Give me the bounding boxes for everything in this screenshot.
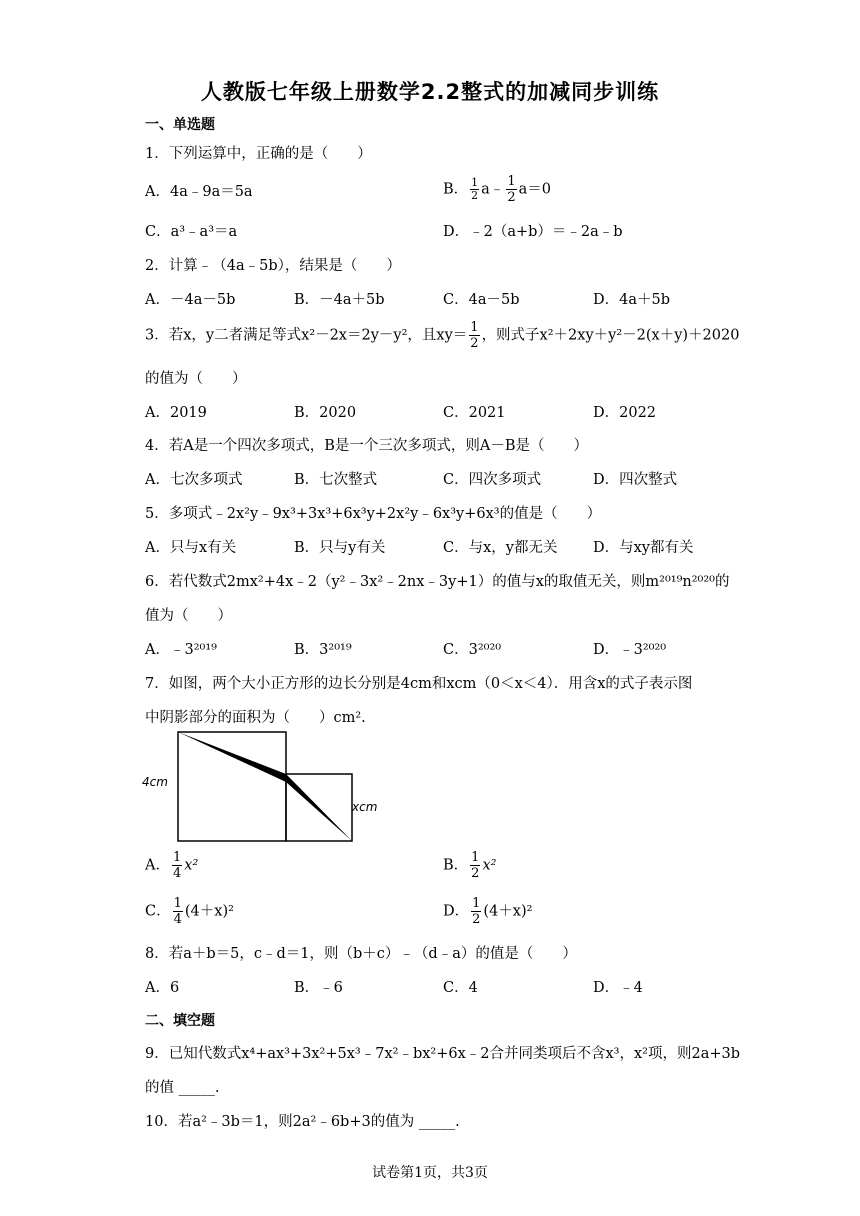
q5-option-b: B．只与y有关	[294, 540, 386, 556]
q1-option-d: D．﹣2（a+b）＝﹣2a﹣b	[443, 224, 623, 240]
q3-stem-line1	[145, 320, 739, 351]
q2-option-c: C．4a－5b	[443, 292, 520, 308]
q1-option-b-suffix: a＝0	[518, 181, 551, 198]
big-square	[178, 732, 286, 841]
q4-option-b: B．七次整式	[294, 472, 378, 488]
q9-stem-line2: 的值 _____.	[145, 1080, 220, 1096]
q4-option-a: A．七次多项式	[145, 472, 243, 488]
q8-option-a: A．6	[145, 980, 180, 996]
shaded-region	[178, 732, 352, 841]
q1-option-b: B． $\frac{1}{2}$ a﹣ $\frac{1}{2}$ a＝0	[443, 174, 551, 205]
q7-figure-svg	[140, 730, 390, 845]
q6-option-b: B．3²⁰¹⁹	[294, 642, 352, 658]
q3-stem-part-a: 3．若x，y二者满足等式x²－2x＝2y－y²，且xy＝	[145, 327, 468, 344]
q3-stem-part-b: ，则式子x²＋2xy＋y²－2(x＋y)＋2020	[481, 327, 740, 344]
q1-option-b-prefix: B．	[443, 181, 469, 198]
q7-squares-figure	[140, 730, 390, 845]
q3-option-c: C．2021	[443, 405, 506, 421]
q4-option-d: D．四次整式	[593, 472, 678, 488]
q6-stem-line1: 6．若代数式2mx²+4x﹣2（y²﹣3x²﹣2nx﹣3y+1）的值与x的取值无关，则m²⁰¹⁹n²⁰²⁰的	[145, 574, 730, 590]
label-small-side: xcm	[352, 800, 378, 814]
q9-stem-line1: 9．已知代数式x⁴+ax³+3x²+5x³﹣7x²﹣bx²+6x﹣2合并同类项后不含x³，x²项，则2a+3b	[145, 1046, 741, 1062]
q7b-frac: $\frac{1}{2}$	[471, 850, 480, 881]
q4-stem: 4．若A是一个四次多项式，B是一个三次多项式，则A－B是（ ）	[145, 438, 588, 454]
q7-option-b: B． $\frac{1}{2}$ x²	[443, 850, 497, 881]
q7-option-a: A． $\frac{1}{4}$ x²	[145, 850, 199, 881]
q5-stem: 5．多项式﹣2x²y﹣9x³+3x³+6x³y+2x²y﹣6x³y+6x³的值是（ ）	[145, 506, 602, 522]
q3-option-b: B．2020	[294, 405, 357, 421]
q8-option-b: B．﹣6	[294, 980, 343, 996]
label-big-side: 4cm	[142, 775, 168, 789]
q2-stem: 2．计算﹣（4a﹣5b），结果是（ ）	[145, 258, 401, 274]
section-fill-blank: 二、填空题	[145, 1013, 215, 1029]
q1-option-c: C．a³﹣a³＝a	[145, 224, 238, 240]
q7c-frac: $\frac{1}{4}$	[173, 896, 182, 927]
q5-option-c: C．与x，y都无关	[443, 540, 558, 556]
q1-stem: 1．下列运算中，正确的是（ ）	[145, 146, 372, 162]
q3-option-a: A．2019	[145, 405, 207, 421]
q7-stem-line2: 中阴影部分的面积为（ ）cm².	[145, 710, 366, 726]
page-title: 人教版七年级上册数学2.2整式的加减同步训练	[200, 80, 660, 104]
q4-option-c: C．四次多项式	[443, 472, 542, 488]
section-single-choice: 一、单选题	[145, 117, 215, 133]
q5-option-a: A．只与x有关	[145, 540, 237, 556]
q7a-frac: $\frac{1}{4}$	[172, 850, 182, 881]
q2-option-a: A．－4a－5b	[145, 292, 236, 308]
q6-option-d: D．﹣3²⁰²⁰	[593, 642, 667, 658]
q8-stem: 8．若a＋b＝5，c﹣d＝1，则（b＋c）﹣（d﹣a）的值是（ ）	[145, 946, 577, 962]
q7-option-d: D． $\frac{1}{2}$ (4＋x)²	[443, 896, 533, 927]
q1-option-a: A．4a﹣9a＝5a	[145, 184, 253, 200]
q1-frac-half-2: $\frac{1}{2}$	[507, 174, 516, 205]
q2-option-b: B．－4a＋5b	[294, 292, 385, 308]
q7-option-c: C． $\frac{1}{4}$ (4＋x)²	[145, 896, 234, 927]
q8-option-c: C．4	[443, 980, 478, 996]
q3-option-d: D．2022	[593, 405, 657, 421]
q2-option-d: D．4a＋5b	[593, 292, 671, 308]
page-footer: 试卷第1页，共3页	[372, 1165, 488, 1181]
q5-option-d: D．与xy都有关	[593, 540, 694, 556]
q10-stem: 10．若a²﹣3b＝1，则2a²﹣6b+3的值为 _____.	[145, 1114, 460, 1130]
q3-frac-half: $\frac{1}{2}$	[470, 320, 479, 351]
q6-stem-line2: 值为（ ）	[145, 608, 232, 624]
q1-frac-half-1: $\frac{1}{2}$	[471, 176, 479, 202]
q7-stem-line1: 7．如图，两个大小正方形的边长分别是4cm和xcm（0＜x＜4）．用含x的式子表示图	[145, 676, 693, 692]
q7d-frac: $\frac{1}{2}$	[472, 896, 481, 927]
q6-option-a: A．﹣3²⁰¹⁹	[145, 642, 217, 658]
q8-option-d: D．﹣4	[593, 980, 643, 996]
q6-option-c: C．3²⁰²⁰	[443, 642, 502, 658]
q3-stem-line2: 的值为（ ）	[145, 371, 247, 387]
